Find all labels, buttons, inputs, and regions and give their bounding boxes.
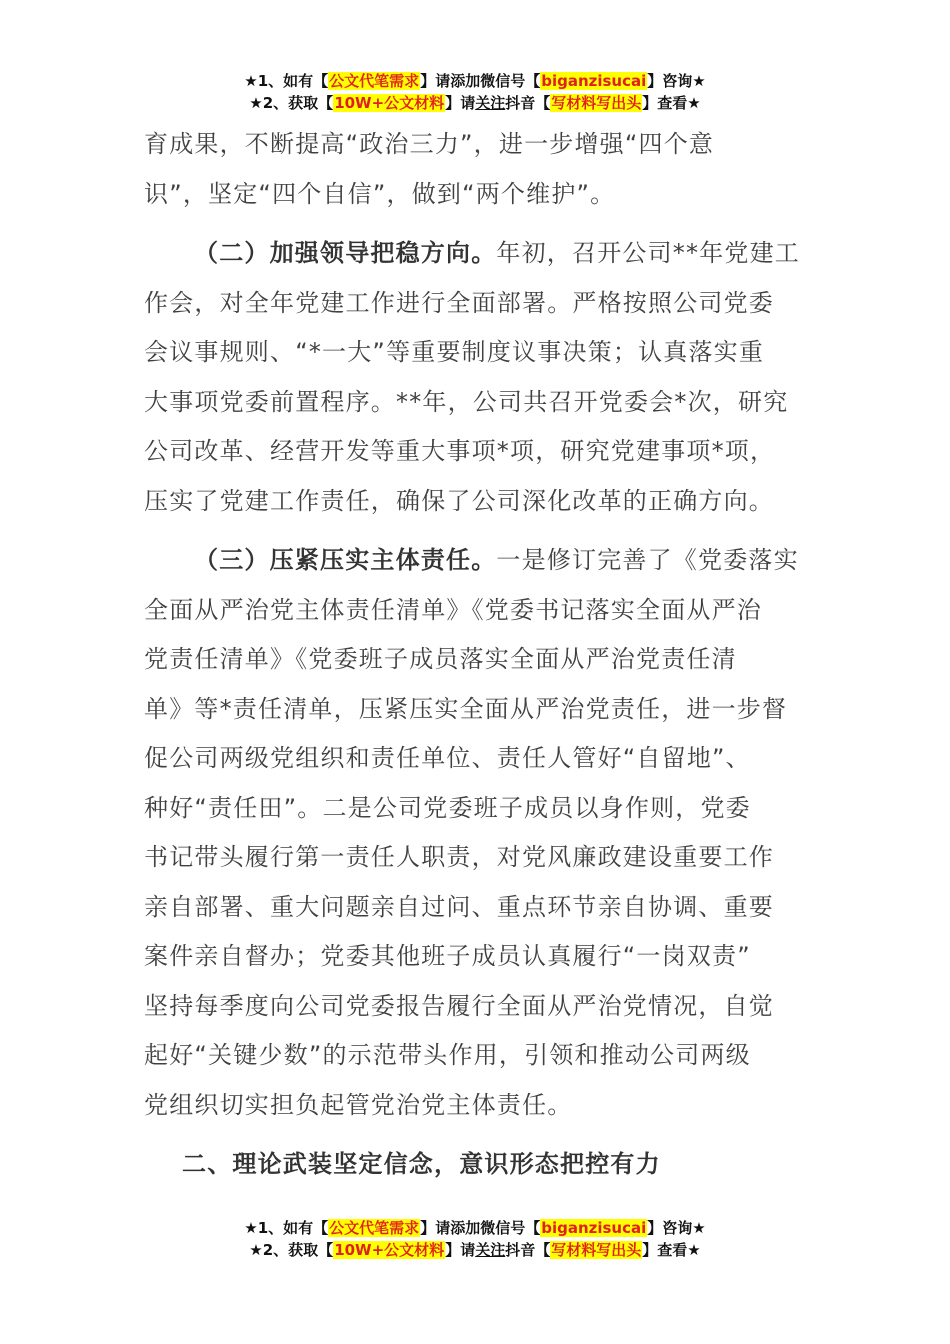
promo-highlight: 公文代笔需求 bbox=[329, 1219, 420, 1237]
promo-underlined: 关注 bbox=[475, 94, 506, 112]
text-line: 起好“关键少数”的示范带头作用，引领和推动公司两级 bbox=[144, 1041, 751, 1069]
promo-text: ★1、如有【 bbox=[244, 1219, 329, 1237]
promo-banner-top bbox=[0, 70, 950, 114]
promo-line-1 bbox=[0, 70, 950, 92]
text-line bbox=[144, 536, 808, 586]
promo-text: 】请添加微信号【 bbox=[420, 72, 541, 90]
promo-text: 】请添加微信号【 bbox=[420, 1219, 541, 1237]
text-run: 年初，召开公司**年党建工 bbox=[496, 239, 801, 267]
promo-text: 】请 bbox=[445, 94, 476, 112]
document-body bbox=[144, 120, 808, 1190]
text-line bbox=[144, 229, 808, 279]
promo-line-1 bbox=[0, 1217, 950, 1239]
promo-text: 】查看★ bbox=[642, 1241, 701, 1259]
promo-underlined: 关注 bbox=[475, 1241, 506, 1259]
text-line: 坚持每季度向公司党委报告履行全面从严治党情况，自觉 bbox=[144, 991, 774, 1020]
promo-text: ★2、获取【 bbox=[249, 94, 334, 112]
promo-text: 】咨询★ bbox=[647, 72, 706, 90]
text-line: 亲自部署、重大问题亲自过问、重点环节亲自协调、重要 bbox=[144, 892, 774, 921]
paragraph-1 bbox=[144, 120, 808, 219]
promo-text: 抖音【 bbox=[505, 94, 551, 112]
paragraph-lead: （二）加强领导把稳方向。 bbox=[194, 239, 497, 267]
text-line: 会议事规则、“*一大”等重要制度议事决策；认真落实重 bbox=[144, 338, 765, 366]
paragraph-lead: （三）压紧压实主体责任。 bbox=[194, 546, 497, 574]
promo-line-2 bbox=[0, 92, 950, 114]
promo-text: ★1、如有【 bbox=[244, 72, 329, 90]
promo-line-2 bbox=[0, 1239, 950, 1261]
text-line: 促公司两级党组织和责任单位、责任人管好“自留地”、 bbox=[144, 744, 751, 772]
promo-text: 】咨询★ bbox=[647, 1219, 706, 1237]
text-line: 育成果，不断提高“政治三力”，进一步增强“四个意 bbox=[144, 130, 715, 158]
paragraph-2 bbox=[144, 229, 808, 526]
text-line: 全面从严治党主体责任清单》《党委书记落实全面从严治 bbox=[144, 595, 762, 624]
section-heading: 二、理论武装坚定信念，意识形态把控有力 bbox=[182, 1150, 661, 1178]
text-line: 党组织切实担负起管党治党主体责任。 bbox=[144, 1090, 573, 1119]
promo-banner-bottom bbox=[0, 1217, 950, 1261]
text-line: 种好“责任田”。二是公司党委班子成员以身作则，党委 bbox=[144, 793, 751, 822]
promo-highlight: 10W+公文材料 bbox=[334, 94, 445, 112]
promo-highlight: 公文代笔需求 bbox=[329, 72, 420, 90]
text-line: 案件亲自督办；党委其他班子成员认真履行“一岗双责” bbox=[144, 942, 751, 970]
promo-wechat-id: biganzisucai bbox=[541, 1219, 647, 1237]
text-line: 书记带头履行第一责任人职责，对党风廉政建设重要工作 bbox=[144, 843, 774, 871]
promo-wechat-id: biganzisucai bbox=[541, 72, 647, 90]
promo-highlight: 写材料写出头 bbox=[551, 94, 642, 112]
promo-text: 】查看★ bbox=[642, 94, 701, 112]
text-line: 压实了党建工作责任，确保了公司深化改革的正确方向。 bbox=[144, 486, 774, 515]
text-line: 党责任清单》《党委班子成员落实全面从严治党责任清 bbox=[144, 645, 737, 673]
text-line: 作会，对全年党建工作进行全面部署。严格按照公司党委 bbox=[144, 288, 774, 317]
paragraph-3 bbox=[144, 536, 808, 1130]
promo-highlight: 10W+公文材料 bbox=[334, 1241, 445, 1259]
promo-highlight: 写材料写出头 bbox=[551, 1241, 642, 1259]
text-line: 识”，坚定“四个自信”，做到“两个维护”。 bbox=[144, 179, 616, 208]
promo-text: ★2、获取【 bbox=[249, 1241, 334, 1259]
text-run: 一是修订完善了《党委落实 bbox=[496, 546, 799, 574]
text-line: 公司改革、经营开发等重大事项*项，研究党建事项*项， bbox=[144, 437, 776, 465]
text-line: 单》等*责任清单，压紧压实全面从严治党责任，进一步督 bbox=[144, 694, 788, 723]
promo-text: 抖音【 bbox=[505, 1241, 551, 1259]
text-line: 大事项党委前置程序。**年，公司共召开党委会*次，研究 bbox=[144, 387, 789, 416]
promo-text: 】请 bbox=[445, 1241, 476, 1259]
